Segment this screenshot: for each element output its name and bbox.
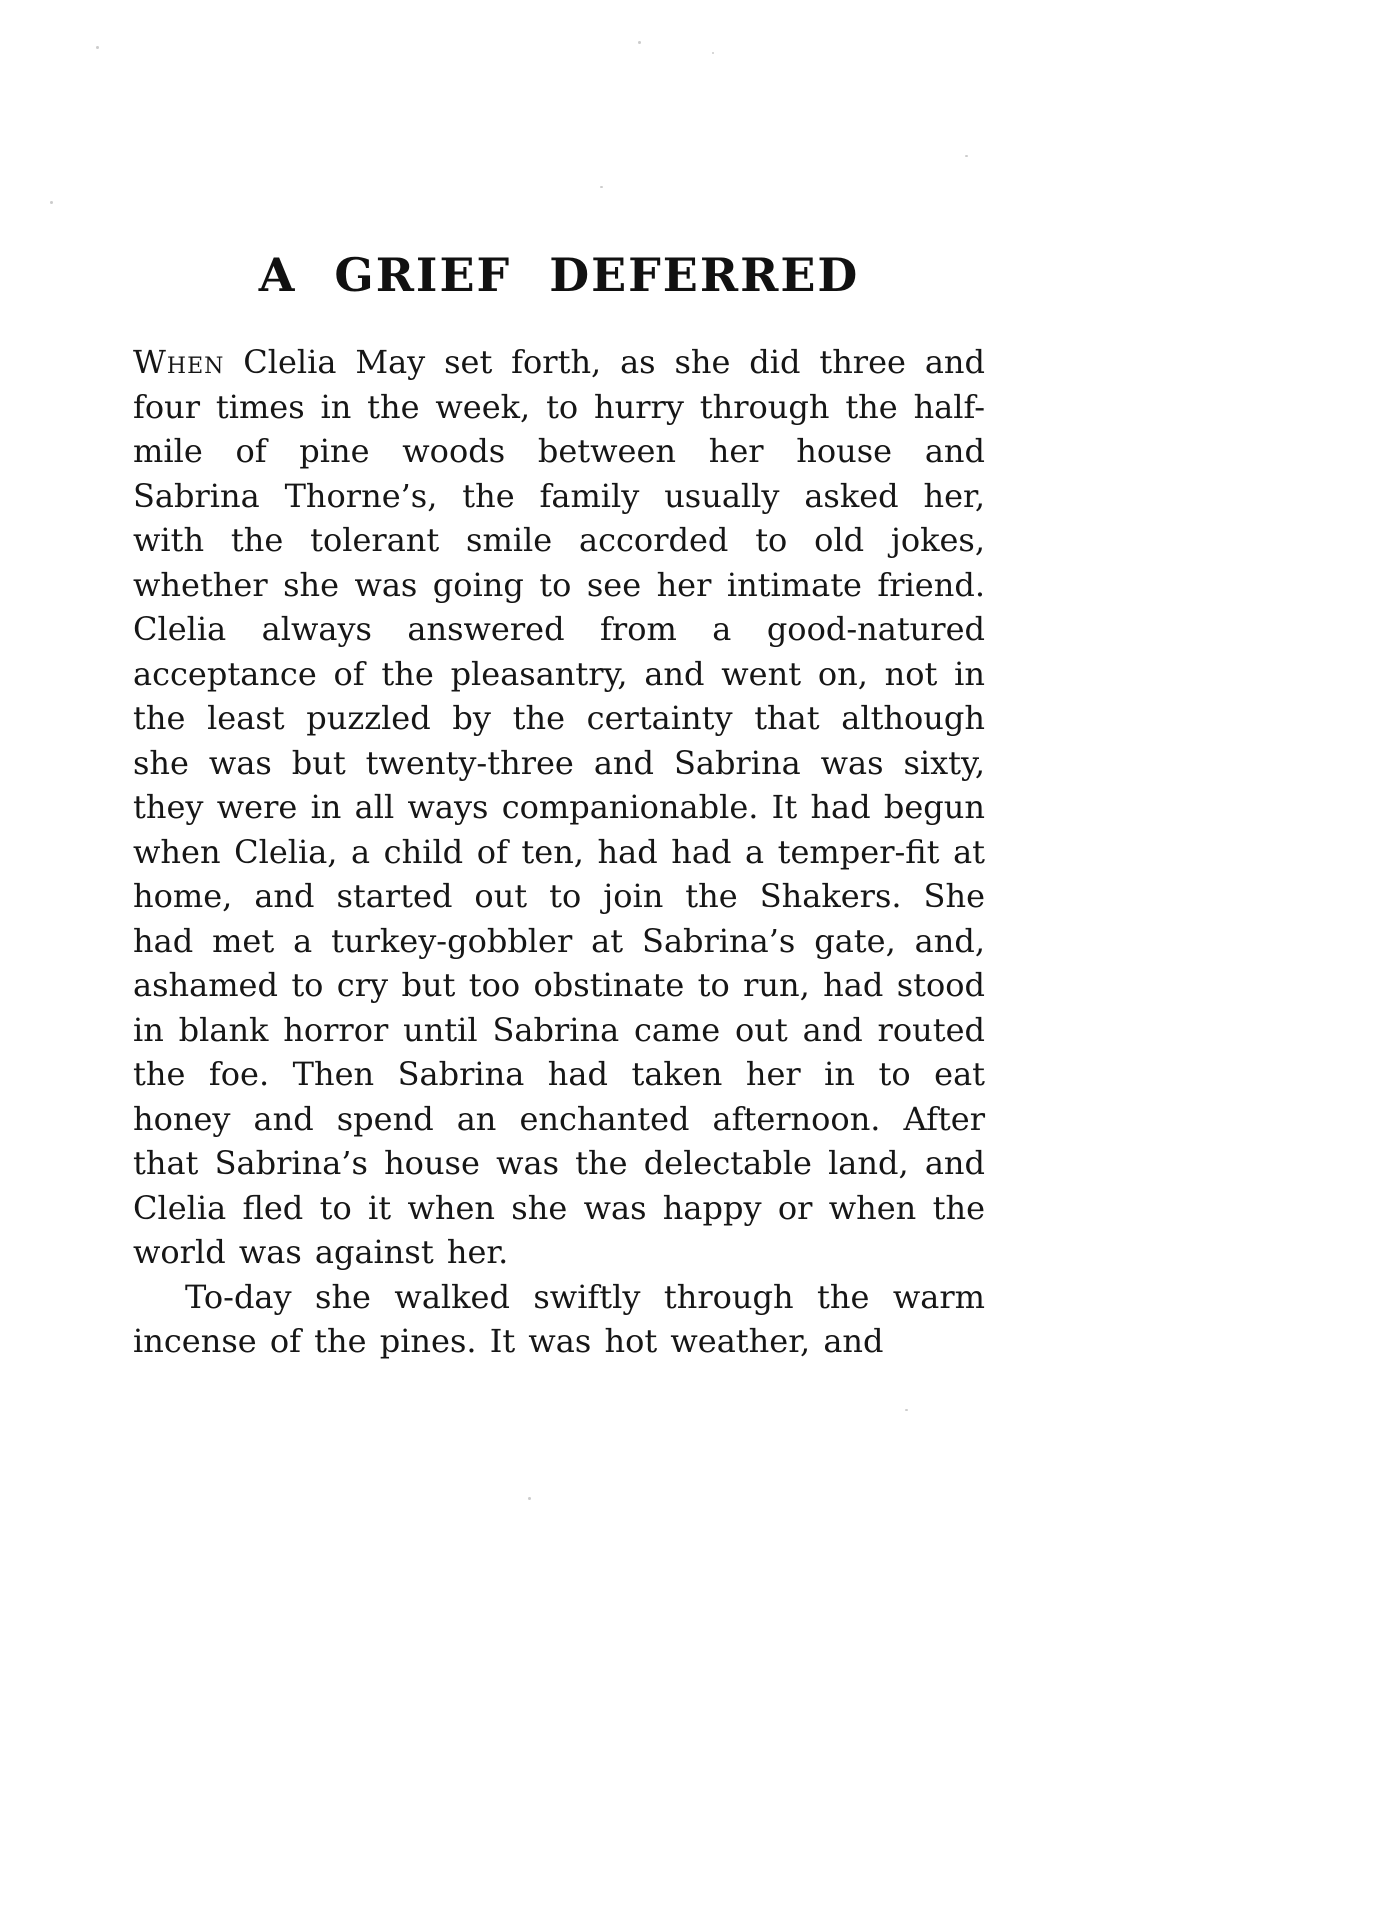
scan-speck bbox=[528, 1497, 531, 1500]
paragraph-text: To-day she walked swiftly through the warm incense of the pines. It was hot weather, and bbox=[133, 1277, 985, 1360]
scan-speck bbox=[905, 1409, 908, 1411]
paragraph-text: Clelia May set forth, as she did three and four times in the week, to hurry through the half-mile of pine woods between her house and Sabrina Thorne’s, the family usually asked her, with the tolerant smile accorded to old jokes, whether she was going to see her intimate friend. Clelia always answered from a good-natured acceptance of the pleasantry, and went on, not in the least puzzled by the certainty that although she was but twenty-three and Sabrina was sixty, they were in all ways companionable. It had begun when Clelia, a child of ten, had had a temper-fit at home, and started out to join the Shakers. She had met a turkey-gobbler at Sabrina’s gate, and, ashamed to cry but too obstinate to run, had stood in blank horror until Sabrina came out and routed the foe. Then Sabrina had taken her in to eat honey and spend an enchanted afternoon. After that Sabrina’s house was the delectable land, and Clelia fled to it when she was happy or when the world was against her. bbox=[133, 343, 985, 1271]
scan-speck bbox=[96, 46, 99, 49]
paragraph bbox=[133, 1275, 985, 1364]
scan-speck bbox=[600, 186, 603, 188]
scan-speck bbox=[712, 52, 714, 54]
scan-speck bbox=[50, 201, 53, 204]
scan-speck bbox=[638, 41, 641, 44]
paragraph bbox=[133, 340, 985, 1275]
book-page bbox=[133, 0, 985, 1364]
body-text bbox=[133, 340, 985, 1364]
scan-speck bbox=[965, 155, 968, 157]
page-title: A GRIEF DEFERRED bbox=[258, 248, 860, 302]
lead-word: When bbox=[133, 343, 225, 381]
